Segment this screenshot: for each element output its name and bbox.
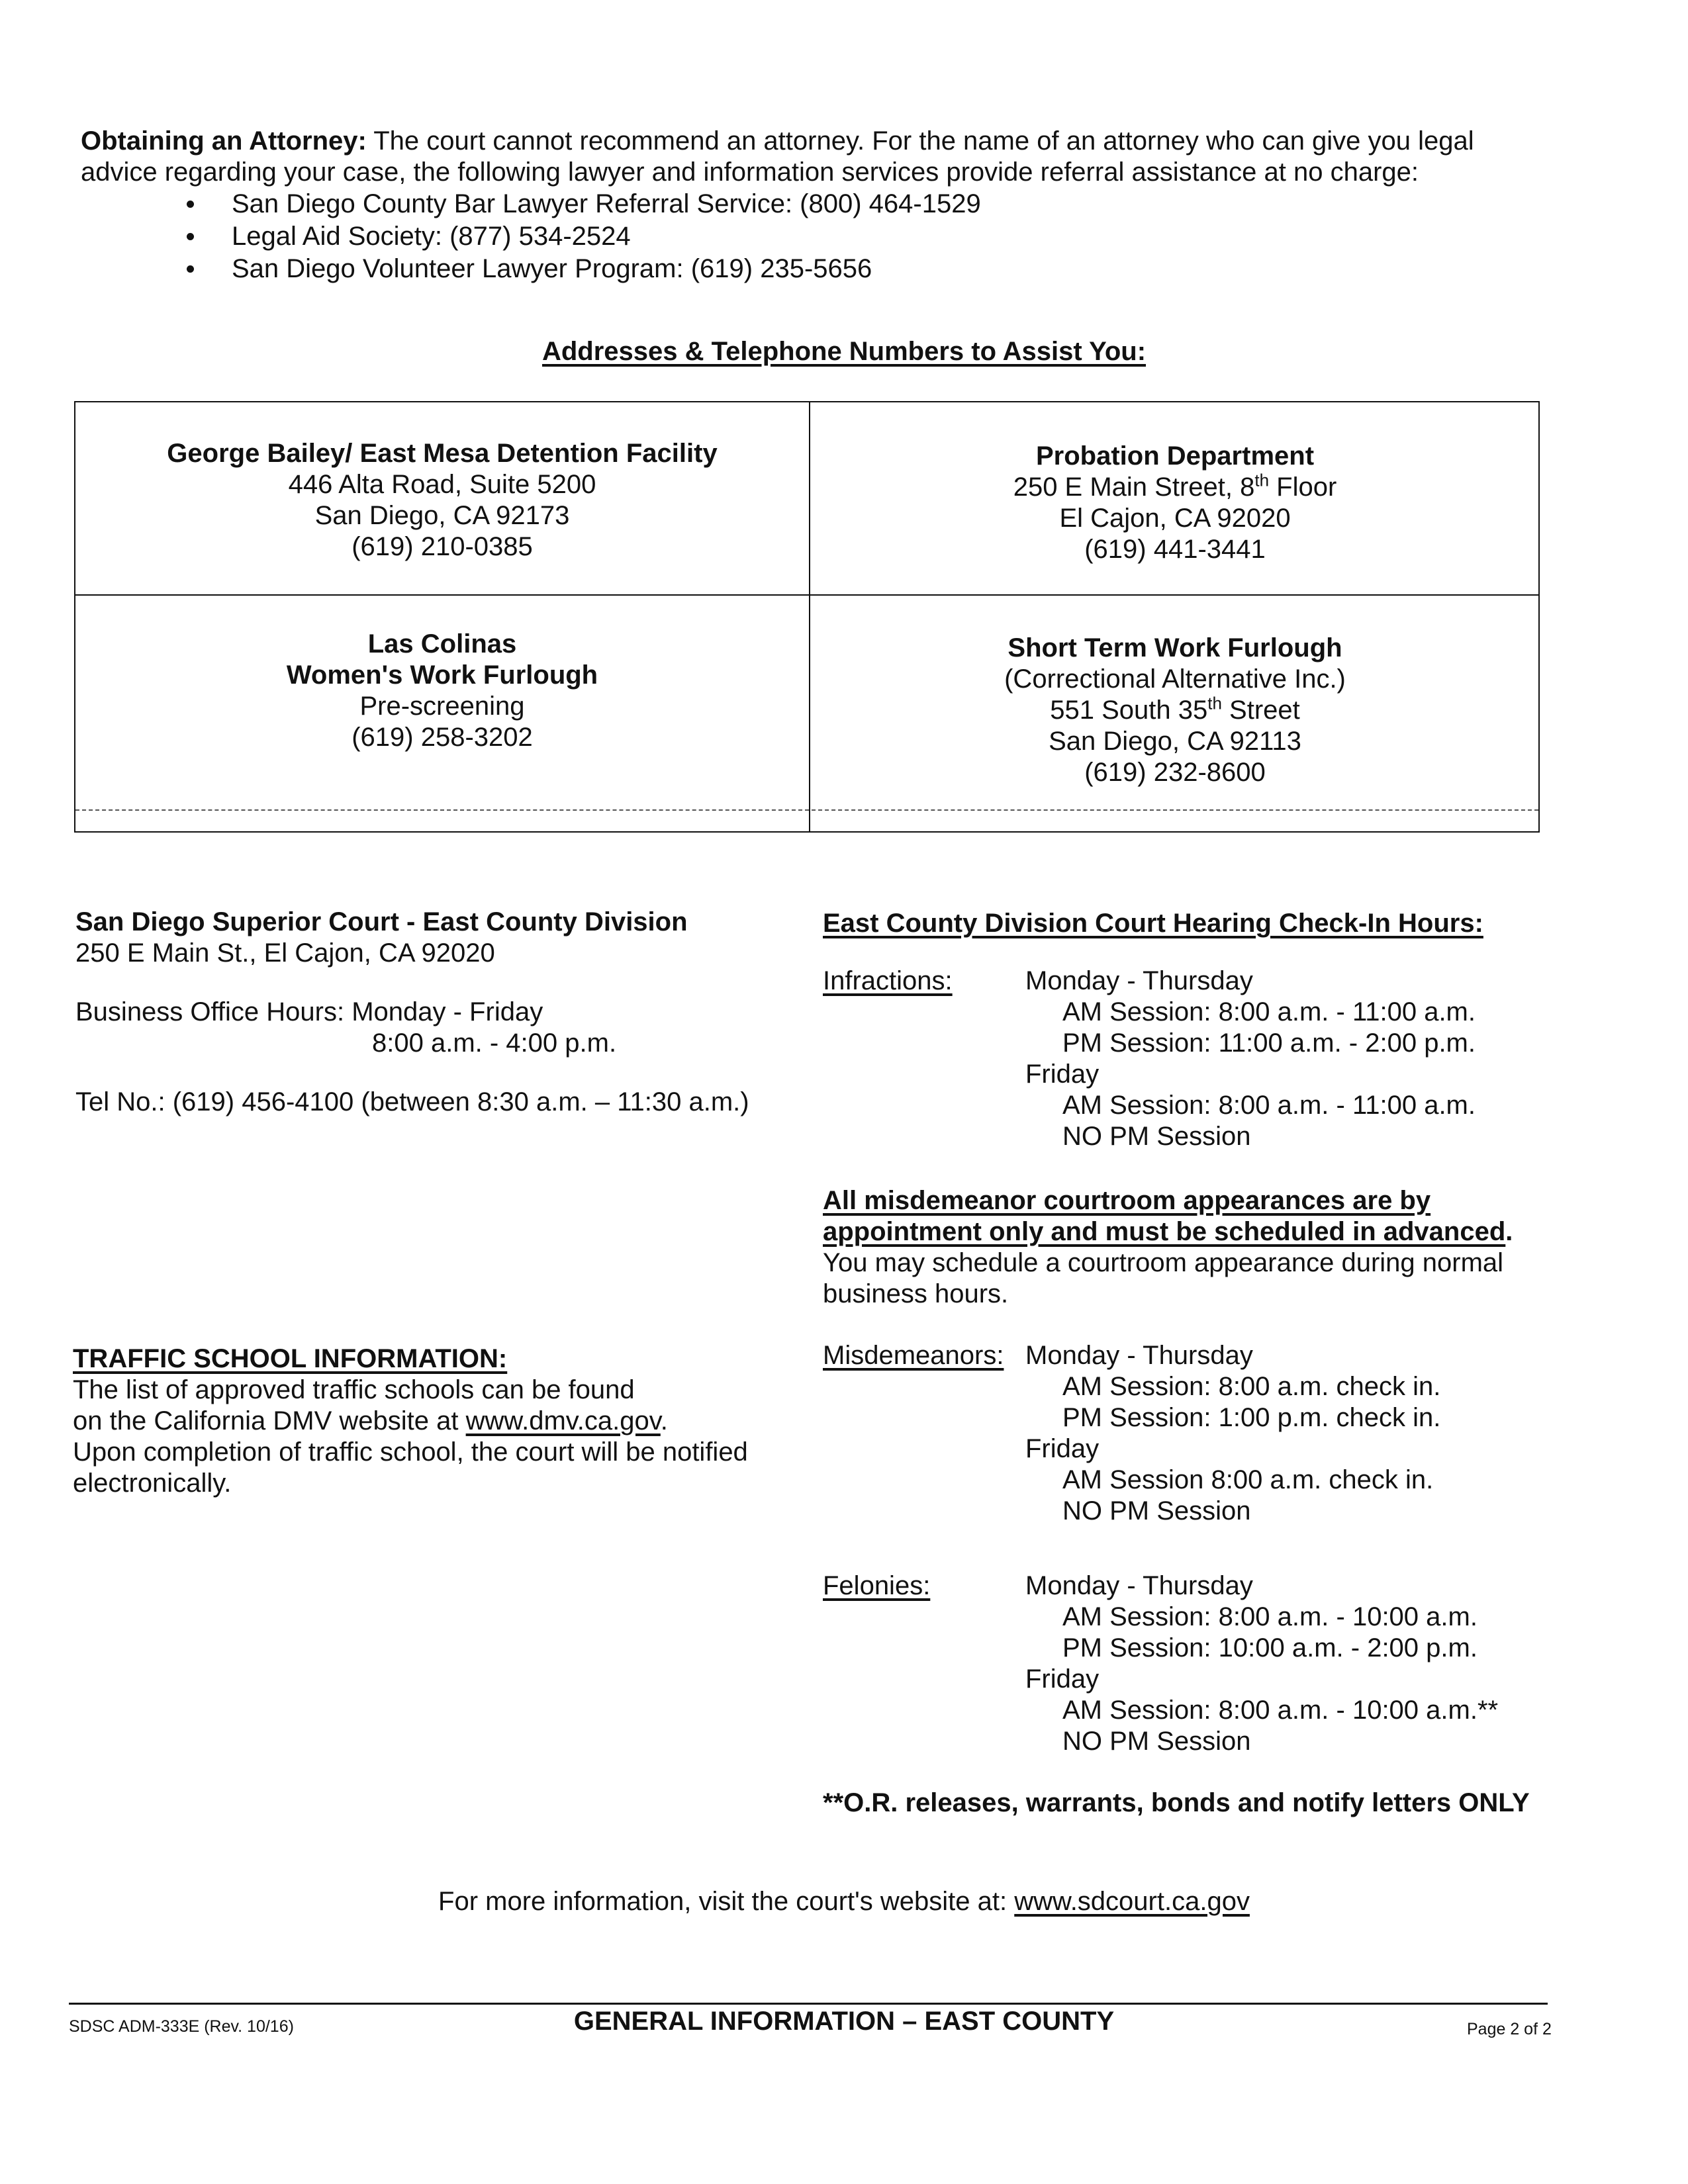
las-colinas-note: Pre-screening [359, 692, 525, 721]
probation-street-text: 250 E Main Street, 8 [1013, 473, 1255, 502]
hours-session: PM Session: 10:00 a.m. - 2:00 p.m. [1062, 1633, 1477, 1662]
misdemeanors-block [823, 1340, 1564, 1527]
attorney-intro-line-1: The court cannot recommend an attorney. For the name of an attorney who can give you legal [373, 126, 1474, 156]
attorney-intro [81, 126, 1550, 188]
dmv-website-link[interactable]: www.dmv.ca.gov [465, 1406, 661, 1435]
footer-rule [69, 2003, 1548, 2005]
hours-day: Monday - Thursday [1025, 1341, 1253, 1370]
felonies-block [823, 1570, 1564, 1757]
furlough-city: San Diego, CA 92113 [1049, 727, 1301, 756]
page-number: Page 2 of 2 [1467, 2020, 1552, 2038]
table-divider-horizontal [75, 594, 1538, 596]
probation-street [810, 472, 1540, 503]
hours-session: NO PM Session [1062, 1122, 1251, 1151]
appointment-notice [823, 1185, 1564, 1310]
hours-day: Friday [1025, 1060, 1100, 1089]
office-hours-label: Business Office Hours: Monday - Friday [75, 997, 543, 1026]
appointment-notice-bold-text: appointment only and must be scheduled in advanced [823, 1217, 1506, 1246]
probation-street-suffix: Floor [1269, 473, 1337, 502]
facility-city: San Diego, CA 92173 [314, 501, 570, 530]
traffic-school-line: The list of approved traffic schools can be found [73, 1375, 635, 1404]
address-cell-work-furlough [810, 633, 1540, 788]
checkin-heading: East County Division Court Hearing Check-In Hours: [823, 909, 1483, 938]
felonies-label: Felonies: [823, 1571, 931, 1600]
hours-session: NO PM Session [1062, 1727, 1251, 1756]
hours-day: Friday [1025, 1434, 1100, 1463]
traffic-school-line-end: . [660, 1406, 668, 1435]
referral-list [81, 188, 1550, 285]
addresses-heading: Addresses & Telephone Numbers to Assist You: [541, 337, 1147, 366]
furlough-name: Short Term Work Furlough [1008, 633, 1342, 662]
traffic-school-section [73, 1343, 801, 1499]
office-hours-time: 8:00 a.m. - 4:00 p.m. [372, 1028, 617, 1058]
hours-session: PM Session: 1:00 p.m. check in. [1062, 1403, 1441, 1432]
appointment-notice-text: You may schedule a courtroom appearance during normal [823, 1248, 1504, 1277]
table-divider-dashed [75, 809, 1538, 811]
infractions-hours [1025, 966, 1564, 1152]
facility-name: George Bailey/ East Mesa Detention Facility [167, 439, 718, 468]
las-colinas-name: Las Colinas [367, 629, 517, 659]
probation-name: Probation Department [1035, 441, 1315, 471]
probation-street-sup: th [1254, 470, 1270, 490]
form-number: SDSC ADM-333E (Rev. 10/16) [69, 2017, 294, 2036]
traffic-school-heading: TRAFFIC SCHOOL INFORMATION: [73, 1344, 508, 1373]
court-address: 250 E Main St., El Cajon, CA 92020 [75, 938, 495, 968]
referral-item: San Diego County Bar Lawyer Referral Service: (800) 464-1529 [232, 188, 1550, 220]
probation-phone: (619) 441-3441 [1084, 535, 1266, 564]
hours-session: NO PM Session [1062, 1496, 1251, 1525]
infractions-block [823, 966, 1564, 1152]
appointment-notice-bold [823, 1216, 1564, 1248]
traffic-school-line: Upon completion of traffic school, the court will be notified [73, 1437, 748, 1467]
court-name: San Diego Superior Court - East County Division [75, 907, 688, 936]
referral-item: San Diego Volunteer Lawyer Program: (619) 235-5656 [232, 253, 1550, 285]
appointment-notice-bold: All misdemeanor courtroom appearances are by [823, 1186, 1431, 1215]
address-cell-las-colinas [75, 629, 809, 753]
las-colinas-program: Women's Work Furlough [286, 660, 598, 690]
furlough-street-sup: th [1207, 693, 1222, 713]
traffic-school-line [73, 1406, 801, 1437]
hours-session: AM Session: 8:00 a.m. - 11:00 a.m. [1062, 997, 1476, 1026]
hours-session: AM Session: 8:00 a.m. check in. [1062, 1372, 1441, 1401]
furlough-street-text: 551 South 35 [1050, 696, 1208, 725]
hours-session: PM Session: 11:00 a.m. - 2:00 p.m. [1062, 1028, 1476, 1058]
checkin-hours-section [823, 908, 1564, 1819]
appointment-notice-text: business hours. [823, 1279, 1009, 1308]
hours-day: Monday - Thursday [1025, 966, 1253, 995]
footer-title: GENERAL INFORMATION – EAST COUNTY [573, 2007, 1115, 2036]
appointment-notice-bold-end: . [1505, 1217, 1513, 1246]
misdemeanors-label: Misdemeanors: [823, 1341, 1004, 1370]
traffic-school-line-text: on the California DMV website at [73, 1406, 466, 1435]
court-website-link[interactable]: www.sdcourt.ca.gov [1014, 1887, 1250, 1916]
furlough-street [810, 695, 1540, 726]
attorney-section [81, 126, 1550, 285]
or-releases-note: **O.R. releases, warrants, bonds and notify letters ONLY [823, 1788, 1530, 1817]
furlough-street-suffix: Street [1221, 696, 1300, 725]
hours-day: Friday [1025, 1664, 1100, 1694]
address-cell-probation [810, 441, 1540, 565]
attorney-heading: Obtaining an Attorney: [81, 126, 367, 156]
furlough-phone: (619) 232-8600 [1084, 758, 1266, 787]
hours-session: AM Session: 8:00 a.m. - 10:00 a.m.** [1062, 1696, 1499, 1725]
referral-item: Legal Aid Society: (877) 534-2524 [232, 220, 1550, 253]
attorney-intro-line-2: advice regarding your case, the following lawyer and information services provide referral assistance at no charge: [81, 158, 1419, 187]
felonies-hours [1025, 1570, 1564, 1757]
las-colinas-phone: (619) 258-3202 [352, 723, 533, 752]
hours-session: AM Session: 8:00 a.m. - 10:00 a.m. [1062, 1602, 1477, 1631]
address-cell-detention-facility [75, 438, 809, 563]
address-table [74, 401, 1540, 833]
infractions-label: Infractions: [823, 966, 953, 995]
facility-street: 446 Alta Road, Suite 5200 [288, 470, 596, 499]
hours-day: Monday - Thursday [1025, 1571, 1253, 1600]
court-info [75, 907, 804, 1118]
traffic-school-line: electronically. [73, 1469, 232, 1498]
hours-session: AM Session: 8:00 a.m. - 11:00 a.m. [1062, 1091, 1476, 1120]
court-telephone: Tel No.: (619) 456-4100 (between 8:30 a.m. – 11:30 a.m.) [75, 1087, 749, 1116]
website-line [0, 1886, 1688, 1917]
misdemeanors-hours [1025, 1340, 1564, 1527]
facility-phone: (619) 210-0385 [352, 532, 533, 561]
probation-city: El Cajon, CA 92020 [1059, 504, 1291, 533]
website-text: For more information, visit the court's website at: [438, 1887, 1015, 1916]
hours-session: AM Session 8:00 a.m. check in. [1062, 1465, 1434, 1494]
furlough-operator: (Correctional Alternative Inc.) [1004, 664, 1346, 694]
